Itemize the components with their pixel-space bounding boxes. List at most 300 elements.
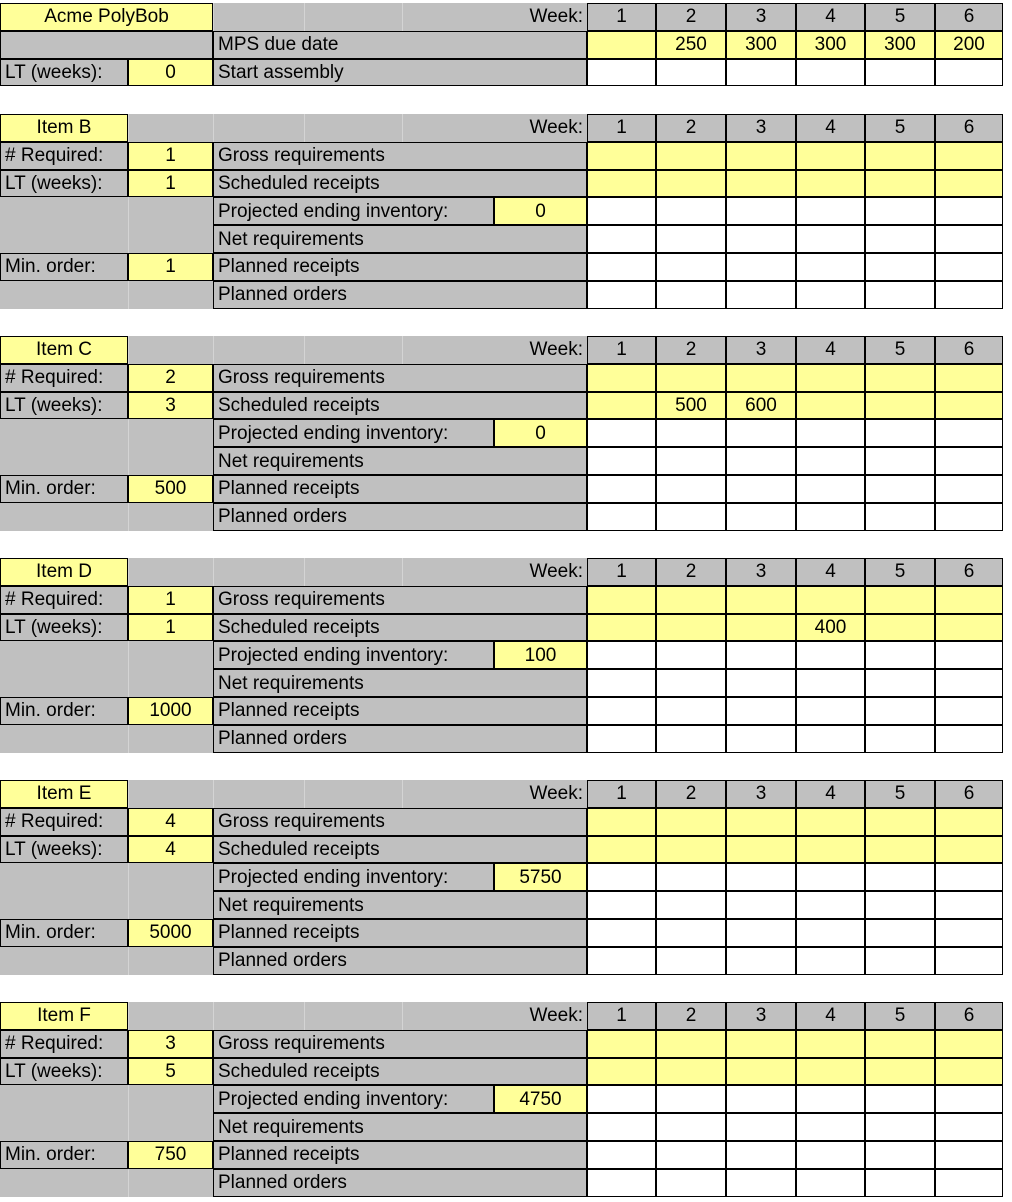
gross-requirements-week-4[interactable] xyxy=(796,808,865,836)
net-requirements-week-5[interactable] xyxy=(865,447,935,475)
net-requirements-week-3[interactable] xyxy=(726,1113,796,1141)
week-header-5: 5 xyxy=(865,558,935,586)
scheduled-receipts-week-1[interactable] xyxy=(587,392,656,420)
gross-requirements-week-2[interactable] xyxy=(656,1030,726,1058)
planned-receipts-week-2[interactable] xyxy=(656,1141,726,1169)
projected-inventory-week-5[interactable] xyxy=(865,863,935,891)
min-order-label: Min. order: xyxy=(0,253,128,281)
planned-orders-week-2[interactable] xyxy=(656,725,726,753)
week-header-1: 1 xyxy=(587,3,656,31)
item-name[interactable]: Item E xyxy=(0,780,128,808)
week-header-1: 1 xyxy=(587,1002,656,1030)
required-input[interactable]: 2 xyxy=(128,364,213,392)
scheduled-receipts-week-2[interactable]: 500 xyxy=(656,392,726,420)
planned-orders-week-5[interactable] xyxy=(865,503,935,531)
planned-orders-week-4[interactable] xyxy=(796,947,865,975)
net-requirements-week-1[interactable] xyxy=(587,225,656,253)
planned-orders-week-5[interactable] xyxy=(865,281,935,309)
planned-receipts-week-4[interactable] xyxy=(796,475,865,503)
net-requirements-week-3[interactable] xyxy=(726,891,796,919)
gross-requirements-week-5[interactable] xyxy=(865,808,935,836)
planned-orders-week-2[interactable] xyxy=(656,1169,726,1197)
planned-receipts-week-3[interactable] xyxy=(726,919,796,947)
projected-inventory-week-2[interactable] xyxy=(656,863,726,891)
week-header-5: 5 xyxy=(865,1002,935,1030)
week-header-6: 6 xyxy=(935,558,1003,586)
scheduled-receipts-label: Scheduled receipts xyxy=(213,614,587,642)
week-label: Week: xyxy=(494,558,587,586)
gross-requirements-week-1[interactable] xyxy=(587,1030,656,1058)
projected-inventory-week-2[interactable] xyxy=(656,1085,726,1113)
planned-receipts-week-1[interactable] xyxy=(587,919,656,947)
planned-receipts-week-6[interactable] xyxy=(935,253,1003,281)
start-assembly-week-2[interactable] xyxy=(656,59,726,87)
required-input[interactable]: 3 xyxy=(128,1030,213,1058)
net-requirements-week-6[interactable] xyxy=(935,447,1003,475)
gross-requirements-week-4[interactable] xyxy=(796,1030,865,1058)
start-assembly-week-3[interactable] xyxy=(726,59,796,87)
lt-input[interactable]: 3 xyxy=(128,392,213,420)
scheduled-receipts-week-4[interactable]: 400 xyxy=(796,614,865,642)
projected-inventory-week-1[interactable] xyxy=(587,641,656,669)
projected-inventory-week-3[interactable] xyxy=(726,197,796,225)
planned-receipts-week-2[interactable] xyxy=(656,253,726,281)
week-header-4: 4 xyxy=(796,558,865,586)
gross-requirements-week-5[interactable] xyxy=(865,364,935,392)
start-assembly-week-4[interactable] xyxy=(796,59,865,87)
planned-receipts-label: Planned receipts xyxy=(213,697,587,725)
projected-inventory-week-4[interactable] xyxy=(796,197,865,225)
gross-requirements-week-3[interactable] xyxy=(726,1030,796,1058)
week-label: Week: xyxy=(494,780,587,808)
net-requirements-week-4[interactable] xyxy=(796,669,865,697)
scheduled-receipts-week-3[interactable] xyxy=(726,614,796,642)
scheduled-receipts-week-4[interactable] xyxy=(796,1058,865,1086)
mps-due-week-4[interactable]: 300 xyxy=(796,31,865,59)
net-requirements-week-1[interactable] xyxy=(587,447,656,475)
mps-label: MPS due date xyxy=(213,31,587,59)
planned-orders-week-4[interactable] xyxy=(796,503,865,531)
planned-receipts-week-5[interactable] xyxy=(865,475,935,503)
gross-requirements-week-2[interactable] xyxy=(656,364,726,392)
scheduled-receipts-week-5[interactable] xyxy=(865,170,935,198)
planned-orders-label: Planned orders xyxy=(213,503,587,531)
gross-requirements-week-1[interactable] xyxy=(587,808,656,836)
projected-inventory-week-5[interactable] xyxy=(865,419,935,447)
projected-inventory-week-1[interactable] xyxy=(587,419,656,447)
projected-inventory-week-6[interactable] xyxy=(935,197,1003,225)
week-header-4: 4 xyxy=(796,114,865,142)
net-requirements-week-1[interactable] xyxy=(587,669,656,697)
week-header-5: 5 xyxy=(865,3,935,31)
net-requirements-week-4[interactable] xyxy=(796,1113,865,1141)
min-order-input[interactable]: 750 xyxy=(128,1141,213,1169)
planned-orders-week-6[interactable] xyxy=(935,281,1003,309)
net-requirements-week-2[interactable] xyxy=(656,891,726,919)
projected-inventory-week-4[interactable] xyxy=(796,419,865,447)
week-label: Week: xyxy=(494,3,587,31)
scheduled-receipts-week-5[interactable] xyxy=(865,1058,935,1086)
gross-requirements-label: Gross requirements xyxy=(213,142,587,170)
net-requirements-week-5[interactable] xyxy=(865,225,935,253)
week-header-3: 3 xyxy=(726,114,796,142)
gross-requirements-week-1[interactable] xyxy=(587,364,656,392)
required-label: # Required: xyxy=(0,142,128,170)
week-header-4: 4 xyxy=(796,336,865,364)
scheduled-receipts-week-3[interactable] xyxy=(726,836,796,864)
gross-requirements-week-3[interactable] xyxy=(726,142,796,170)
lt-label: LT (weeks): xyxy=(0,836,128,864)
planned-orders-week-6[interactable] xyxy=(935,725,1003,753)
planned-receipts-week-2[interactable] xyxy=(656,475,726,503)
scheduled-receipts-week-4[interactable] xyxy=(796,836,865,864)
gross-requirements-label: Gross requirements xyxy=(213,808,587,836)
gross-requirements-label: Gross requirements xyxy=(213,586,587,614)
week-header-6: 6 xyxy=(935,336,1003,364)
projected-inventory-week-6[interactable] xyxy=(935,419,1003,447)
projected-inventory-input[interactable]: 5750 xyxy=(494,863,587,891)
week-header-3: 3 xyxy=(726,780,796,808)
min-order-label: Min. order: xyxy=(0,919,128,947)
week-label: Week: xyxy=(494,336,587,364)
projected-inventory-input[interactable]: 4750 xyxy=(494,1085,587,1113)
week-header-4: 4 xyxy=(796,1002,865,1030)
planned-receipts-label: Planned receipts xyxy=(213,1141,587,1169)
net-requirements-week-6[interactable] xyxy=(935,669,1003,697)
week-header-5: 5 xyxy=(865,336,935,364)
planned-receipts-week-1[interactable] xyxy=(587,253,656,281)
planned-receipts-week-1[interactable] xyxy=(587,1141,656,1169)
week-header-1: 1 xyxy=(587,780,656,808)
gross-requirements-week-5[interactable] xyxy=(865,586,935,614)
week-header-3: 3 xyxy=(726,558,796,586)
planned-orders-week-5[interactable] xyxy=(865,947,935,975)
planned-orders-week-6[interactable] xyxy=(935,503,1003,531)
week-header-6: 6 xyxy=(935,3,1003,31)
projected-inventory-week-3[interactable] xyxy=(726,419,796,447)
mps-due-week-2[interactable]: 250 xyxy=(656,31,726,59)
planned-orders-week-5[interactable] xyxy=(865,1169,935,1197)
projected-inventory-week-3[interactable] xyxy=(726,1085,796,1113)
planned-orders-week-3[interactable] xyxy=(726,281,796,309)
week-header-4: 4 xyxy=(796,780,865,808)
gross-requirements-week-1[interactable] xyxy=(587,586,656,614)
planned-orders-week-6[interactable] xyxy=(935,947,1003,975)
lt-label: LT (weeks): xyxy=(0,1058,128,1086)
scheduled-receipts-week-2[interactable] xyxy=(656,170,726,198)
projected-inventory-week-6[interactable] xyxy=(935,641,1003,669)
projected-inventory-label: Projected ending inventory: xyxy=(213,641,494,669)
week-header-5: 5 xyxy=(865,114,935,142)
scheduled-receipts-week-2[interactable] xyxy=(656,1058,726,1086)
scheduled-receipts-week-3[interactable] xyxy=(726,170,796,198)
scheduled-receipts-label: Scheduled receipts xyxy=(213,1058,587,1086)
scheduled-receipts-week-4[interactable] xyxy=(796,170,865,198)
planned-receipts-week-3[interactable] xyxy=(726,697,796,725)
gross-requirements-week-6[interactable] xyxy=(935,142,1003,170)
lt-label: LT (weeks): xyxy=(0,614,128,642)
net-requirements-week-3[interactable] xyxy=(726,225,796,253)
projected-inventory-week-2[interactable] xyxy=(656,419,726,447)
net-requirements-week-2[interactable] xyxy=(656,225,726,253)
item-name[interactable]: Item C xyxy=(0,336,128,364)
scheduled-receipts-week-5[interactable] xyxy=(865,392,935,420)
planned-receipts-week-4[interactable] xyxy=(796,1141,865,1169)
net-requirements-week-6[interactable] xyxy=(935,225,1003,253)
min-order-input[interactable]: 1 xyxy=(128,253,213,281)
week-header-2: 2 xyxy=(656,336,726,364)
planned-orders-week-6[interactable] xyxy=(935,1169,1003,1197)
planned-orders-label: Planned orders xyxy=(213,947,587,975)
start-assembly-week-5[interactable] xyxy=(865,59,935,87)
gross-requirements-week-3[interactable] xyxy=(726,586,796,614)
planned-receipts-week-3[interactable] xyxy=(726,1141,796,1169)
mps-due-week-5[interactable]: 300 xyxy=(865,31,935,59)
gross-requirements-week-3[interactable] xyxy=(726,808,796,836)
planned-orders-week-3[interactable] xyxy=(726,503,796,531)
start-assembly-week-1[interactable] xyxy=(587,59,656,87)
start-assembly-label: Start assembly xyxy=(213,59,587,87)
projected-inventory-week-4[interactable] xyxy=(796,1085,865,1113)
planned-orders-week-1[interactable] xyxy=(587,947,656,975)
planned-orders-week-2[interactable] xyxy=(656,947,726,975)
gross-requirements-week-2[interactable] xyxy=(656,142,726,170)
scheduled-receipts-label: Scheduled receipts xyxy=(213,836,587,864)
scheduled-receipts-week-6[interactable] xyxy=(935,170,1003,198)
mps-due-week-6[interactable]: 200 xyxy=(935,31,1003,59)
scheduled-receipts-week-1[interactable] xyxy=(587,614,656,642)
required-input[interactable]: 4 xyxy=(128,808,213,836)
projected-inventory-week-2[interactable] xyxy=(656,197,726,225)
planned-receipts-week-6[interactable] xyxy=(935,919,1003,947)
planned-receipts-week-4[interactable] xyxy=(796,253,865,281)
planned-orders-week-3[interactable] xyxy=(726,725,796,753)
item-name[interactable]: Item F xyxy=(0,1002,128,1030)
planned-orders-week-1[interactable] xyxy=(587,1169,656,1197)
week-header-4: 4 xyxy=(796,3,865,31)
projected-inventory-week-6[interactable] xyxy=(935,1085,1003,1113)
scheduled-receipts-week-4[interactable] xyxy=(796,392,865,420)
planned-receipts-week-3[interactable] xyxy=(726,475,796,503)
scheduled-receipts-label: Scheduled receipts xyxy=(213,170,587,198)
planned-receipts-week-5[interactable] xyxy=(865,919,935,947)
week-label: Week: xyxy=(494,114,587,142)
planned-receipts-label: Planned receipts xyxy=(213,919,587,947)
scheduled-receipts-week-6[interactable] xyxy=(935,614,1003,642)
required-label: # Required: xyxy=(0,1030,128,1058)
net-requirements-week-2[interactable] xyxy=(656,447,726,475)
net-requirements-week-1[interactable] xyxy=(587,891,656,919)
min-order-input[interactable]: 5000 xyxy=(128,919,213,947)
week-header-2: 2 xyxy=(656,780,726,808)
planned-orders-week-4[interactable] xyxy=(796,281,865,309)
planned-receipts-week-6[interactable] xyxy=(935,1141,1003,1169)
gross-requirements-week-5[interactable] xyxy=(865,142,935,170)
scheduled-receipts-week-3[interactable]: 600 xyxy=(726,392,796,420)
gross-requirements-week-6[interactable] xyxy=(935,586,1003,614)
net-requirements-week-1[interactable] xyxy=(587,1113,656,1141)
gross-requirements-label: Gross requirements xyxy=(213,364,587,392)
planned-orders-label: Planned orders xyxy=(213,725,587,753)
planned-receipts-week-5[interactable] xyxy=(865,697,935,725)
planned-receipts-week-4[interactable] xyxy=(796,919,865,947)
projected-inventory-week-3[interactable] xyxy=(726,863,796,891)
required-input[interactable]: 1 xyxy=(128,142,213,170)
gross-requirements-week-5[interactable] xyxy=(865,1030,935,1058)
blank-label-cell xyxy=(0,31,213,59)
week-header-6: 6 xyxy=(935,114,1003,142)
projected-inventory-week-3[interactable] xyxy=(726,641,796,669)
projected-inventory-week-5[interactable] xyxy=(865,641,935,669)
scheduled-receipts-label: Scheduled receipts xyxy=(213,392,587,420)
item-name[interactable]: Item B xyxy=(0,114,128,142)
gross-requirements-week-6[interactable] xyxy=(935,364,1003,392)
projected-inventory-week-5[interactable] xyxy=(865,197,935,225)
required-label: # Required: xyxy=(0,808,128,836)
scheduled-receipts-week-6[interactable] xyxy=(935,1058,1003,1086)
net-requirements-week-3[interactable] xyxy=(726,669,796,697)
week-header-2: 2 xyxy=(656,1002,726,1030)
planned-receipts-week-2[interactable] xyxy=(656,919,726,947)
min-order-label: Min. order: xyxy=(0,1141,128,1169)
planned-receipts-week-4[interactable] xyxy=(796,697,865,725)
lt-label: LT (weeks): xyxy=(0,59,128,87)
planned-receipts-week-5[interactable] xyxy=(865,1141,935,1169)
scheduled-receipts-week-1[interactable] xyxy=(587,1058,656,1086)
projected-inventory-week-4[interactable] xyxy=(796,641,865,669)
week-header-1: 1 xyxy=(587,114,656,142)
gross-requirements-week-1[interactable] xyxy=(587,142,656,170)
planned-orders-week-1[interactable] xyxy=(587,725,656,753)
planned-receipts-week-5[interactable] xyxy=(865,253,935,281)
projected-inventory-label: Projected ending inventory: xyxy=(213,419,494,447)
net-requirements-week-4[interactable] xyxy=(796,447,865,475)
min-order-input[interactable]: 1000 xyxy=(128,697,213,725)
assembly-title[interactable]: Acme PolyBob xyxy=(0,3,213,31)
planned-receipts-week-1[interactable] xyxy=(587,697,656,725)
scheduled-receipts-week-5[interactable] xyxy=(865,836,935,864)
net-requirements-label: Net requirements xyxy=(213,225,587,253)
planned-receipts-week-2[interactable] xyxy=(656,697,726,725)
lt-input[interactable]: 4 xyxy=(128,836,213,864)
planned-orders-week-1[interactable] xyxy=(587,503,656,531)
planned-orders-week-4[interactable] xyxy=(796,1169,865,1197)
lt-input[interactable]: 1 xyxy=(128,614,213,642)
projected-inventory-week-2[interactable] xyxy=(656,641,726,669)
projected-inventory-input[interactable]: 0 xyxy=(494,419,587,447)
planned-orders-week-5[interactable] xyxy=(865,725,935,753)
scheduled-receipts-week-6[interactable] xyxy=(935,392,1003,420)
planned-orders-week-3[interactable] xyxy=(726,1169,796,1197)
start-assembly-week-6[interactable] xyxy=(935,59,1003,87)
net-requirements-label: Net requirements xyxy=(213,891,587,919)
week-header-6: 6 xyxy=(935,780,1003,808)
net-requirements-week-4[interactable] xyxy=(796,891,865,919)
min-order-label: Min. order: xyxy=(0,475,128,503)
scheduled-receipts-week-6[interactable] xyxy=(935,836,1003,864)
planned-receipts-week-1[interactable] xyxy=(587,475,656,503)
planned-receipts-week-3[interactable] xyxy=(726,253,796,281)
net-requirements-week-5[interactable] xyxy=(865,669,935,697)
min-order-label: Min. order: xyxy=(0,697,128,725)
scheduled-receipts-week-1[interactable] xyxy=(587,836,656,864)
scheduled-receipts-week-2[interactable] xyxy=(656,614,726,642)
mps-due-week-3[interactable]: 300 xyxy=(726,31,796,59)
lt-input[interactable]: 5 xyxy=(128,1058,213,1086)
planned-receipts-week-6[interactable] xyxy=(935,475,1003,503)
net-requirements-week-2[interactable] xyxy=(656,669,726,697)
lt-input[interactable]: 1 xyxy=(128,170,213,198)
net-requirements-week-6[interactable] xyxy=(935,891,1003,919)
gross-requirements-week-3[interactable] xyxy=(726,364,796,392)
planned-orders-week-3[interactable] xyxy=(726,947,796,975)
gross-requirements-week-4[interactable] xyxy=(796,364,865,392)
week-header-3: 3 xyxy=(726,3,796,31)
net-requirements-week-4[interactable] xyxy=(796,225,865,253)
week-header-1: 1 xyxy=(587,558,656,586)
required-label: # Required: xyxy=(0,364,128,392)
gross-requirements-week-6[interactable] xyxy=(935,1030,1003,1058)
week-header-5: 5 xyxy=(865,780,935,808)
net-requirements-week-3[interactable] xyxy=(726,447,796,475)
projected-inventory-input[interactable]: 0 xyxy=(494,197,587,225)
projected-inventory-week-4[interactable] xyxy=(796,863,865,891)
week-header-3: 3 xyxy=(726,336,796,364)
week-header-2: 2 xyxy=(656,558,726,586)
scheduled-receipts-week-3[interactable] xyxy=(726,1058,796,1086)
scheduled-receipts-week-5[interactable] xyxy=(865,614,935,642)
min-order-input[interactable]: 500 xyxy=(128,475,213,503)
scheduled-receipts-week-1[interactable] xyxy=(587,170,656,198)
gross-requirements-label: Gross requirements xyxy=(213,1030,587,1058)
gross-requirements-week-2[interactable] xyxy=(656,586,726,614)
projected-inventory-label: Projected ending inventory: xyxy=(213,863,494,891)
net-requirements-label: Net requirements xyxy=(213,447,587,475)
projected-inventory-input[interactable]: 100 xyxy=(494,641,587,669)
planned-receipts-week-6[interactable] xyxy=(935,697,1003,725)
planned-orders-week-2[interactable] xyxy=(656,281,726,309)
required-input[interactable]: 1 xyxy=(128,586,213,614)
planned-orders-week-4[interactable] xyxy=(796,725,865,753)
mps-due-week-1[interactable] xyxy=(587,31,656,59)
net-requirements-week-6[interactable] xyxy=(935,1113,1003,1141)
net-requirements-week-5[interactable] xyxy=(865,891,935,919)
projected-inventory-week-1[interactable] xyxy=(587,197,656,225)
week-label: Week: xyxy=(494,1002,587,1030)
week-header-3: 3 xyxy=(726,1002,796,1030)
gross-requirements-week-4[interactable] xyxy=(796,142,865,170)
planned-receipts-label: Planned receipts xyxy=(213,253,587,281)
lt-label: LT (weeks): xyxy=(0,170,128,198)
projected-inventory-week-1[interactable] xyxy=(587,1085,656,1113)
gross-requirements-week-6[interactable] xyxy=(935,808,1003,836)
scheduled-receipts-week-2[interactable] xyxy=(656,836,726,864)
planned-orders-label: Planned orders xyxy=(213,1169,587,1197)
net-requirements-label: Net requirements xyxy=(213,1113,587,1141)
lt-input[interactable]: 0 xyxy=(128,59,213,87)
net-requirements-week-5[interactable] xyxy=(865,1113,935,1141)
week-header-1: 1 xyxy=(587,336,656,364)
gross-requirements-week-4[interactable] xyxy=(796,586,865,614)
net-requirements-week-2[interactable] xyxy=(656,1113,726,1141)
planned-orders-week-2[interactable] xyxy=(656,503,726,531)
projected-inventory-week-6[interactable] xyxy=(935,863,1003,891)
gross-requirements-week-2[interactable] xyxy=(656,808,726,836)
item-name[interactable]: Item D xyxy=(0,558,128,586)
projected-inventory-week-5[interactable] xyxy=(865,1085,935,1113)
planned-orders-week-1[interactable] xyxy=(587,281,656,309)
projected-inventory-week-1[interactable] xyxy=(587,863,656,891)
